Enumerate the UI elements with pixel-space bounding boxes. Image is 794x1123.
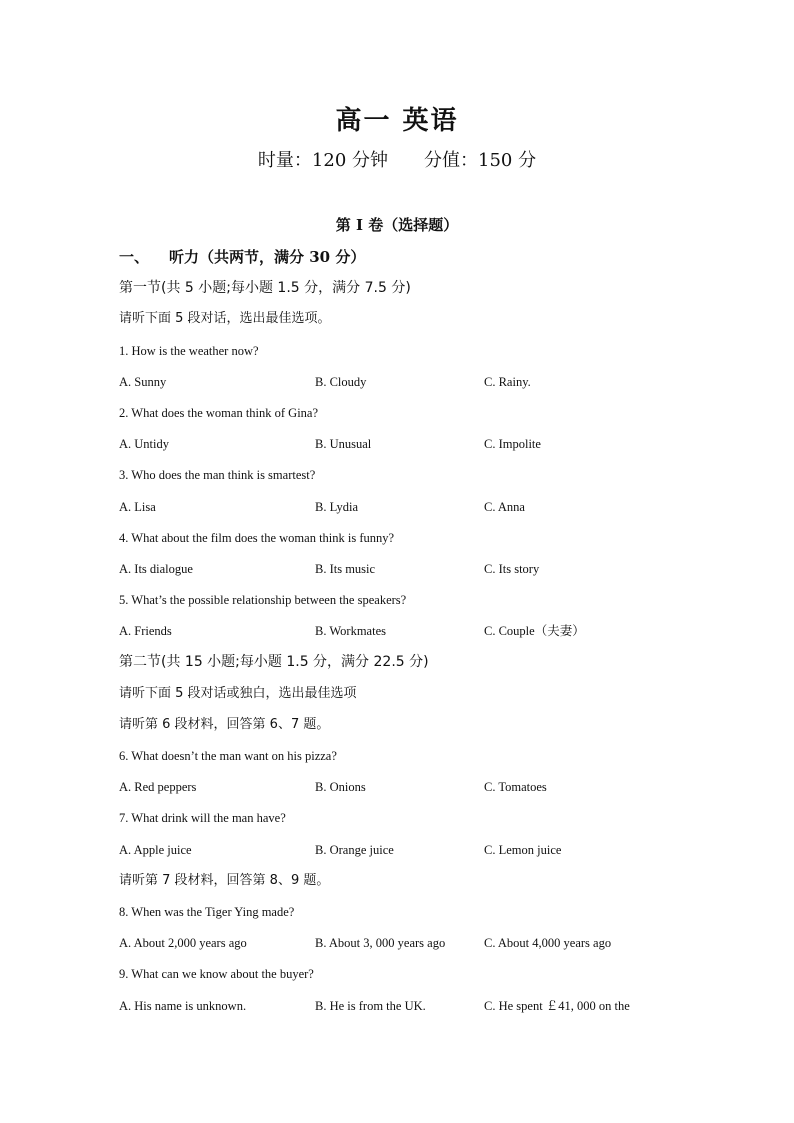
options-4 xyxy=(119,558,679,589)
section-title: 听力（共两节，满分 30 分） xyxy=(169,248,366,266)
part-title: 第 I 卷（选择题） xyxy=(335,216,459,234)
question-6: 6. What doesn’t the man want on his pizza? xyxy=(119,749,337,763)
question-1: 1. How is the weather now? xyxy=(119,343,259,358)
option-b: B. Orange juice xyxy=(315,842,394,857)
option-c: C. Anna xyxy=(484,499,525,514)
question-4: 4. What about the film does the woman think is funny? xyxy=(119,530,395,545)
option-a: A. Its dialogue xyxy=(119,561,193,576)
option-b: B. Lydia xyxy=(315,499,359,514)
option-b: B. Workmates xyxy=(315,624,386,639)
option-c: C. Rainy. xyxy=(484,374,531,389)
option-a: A. Red peppers xyxy=(119,780,197,795)
options-2 xyxy=(119,433,679,464)
option-c: C. Impolite xyxy=(484,437,541,452)
question-3: 3. Who does the man think is smartest? xyxy=(119,468,316,483)
option-c: C. Couple（夫妻） xyxy=(484,624,585,639)
subsection-2-title: 第二节(共 15 小题;每小题 1.5 分，满分 22.5 分) xyxy=(119,654,429,671)
material-6-instruction: 请听第 6 段材料，回答第 6、7 题。 xyxy=(119,716,330,732)
option-a: A. His name is unknown. xyxy=(119,998,247,1013)
option-c: C. About 4,000 years ago xyxy=(484,936,612,951)
subsection-1-instruction: 请听下面 5 段对话，选出最佳选项。 xyxy=(119,311,331,327)
material-7-instruction: 请听第 7 段材料，回答第 8、9 题。 xyxy=(119,872,330,888)
options-8 xyxy=(119,932,679,963)
option-a: A. Apple juice xyxy=(119,842,192,857)
option-c: C. Tomatoes xyxy=(484,780,547,795)
option-b: B. Its music xyxy=(315,561,376,576)
options-3 xyxy=(119,496,679,527)
option-c: C. Its story xyxy=(484,561,540,576)
exam-score: 分值：150 分 xyxy=(424,150,537,171)
subsection-1-title: 第一节(共 5 小题;每小题 1.5 分，满分 7.5 分) xyxy=(119,280,411,297)
option-b: B. He is from the UK. xyxy=(315,998,426,1013)
question-9: 9. What can we know about the buyer? xyxy=(119,967,314,982)
options-6 xyxy=(119,776,679,807)
question-5: 5. What’s the possible relationship between the speakers? xyxy=(119,593,407,608)
option-b: B. Onions xyxy=(315,780,366,795)
section-number: 一、 xyxy=(119,248,150,266)
option-a: A. About 2,000 years ago xyxy=(119,936,247,951)
options-1 xyxy=(119,371,679,402)
option-a: A. Lisa xyxy=(119,499,156,514)
option-a: A. Sunny xyxy=(119,374,167,389)
option-c: C. He spent ￡41, 000 on the xyxy=(484,998,630,1013)
options-7 xyxy=(119,839,679,870)
option-b: B. Cloudy xyxy=(315,374,367,389)
option-b: B. About 3, 000 years ago xyxy=(315,936,446,951)
exam-content xyxy=(119,246,679,1026)
section-heading xyxy=(119,246,679,277)
option-a: A. Untidy xyxy=(119,437,169,452)
option-b: B. Unusual xyxy=(315,437,372,452)
question-8: 8. When was the Tiger Ying made? xyxy=(119,904,295,919)
question-7: 7. What drink will the man have? xyxy=(119,811,286,826)
exam-time: 时量：120 分钟 xyxy=(257,150,388,171)
subsection-2-instruction: 请听下面 5 段对话或独白，选出最佳选项 xyxy=(119,685,357,701)
options-9 xyxy=(119,995,679,1026)
options-5 xyxy=(119,620,679,651)
option-c: C. Lemon juice xyxy=(484,842,562,857)
exam-subtitle xyxy=(0,146,794,172)
option-a: A. Friends xyxy=(119,624,172,639)
question-2: 2. What does the woman think of Gina? xyxy=(119,405,319,420)
exam-title: 高一 英语 xyxy=(335,106,459,136)
